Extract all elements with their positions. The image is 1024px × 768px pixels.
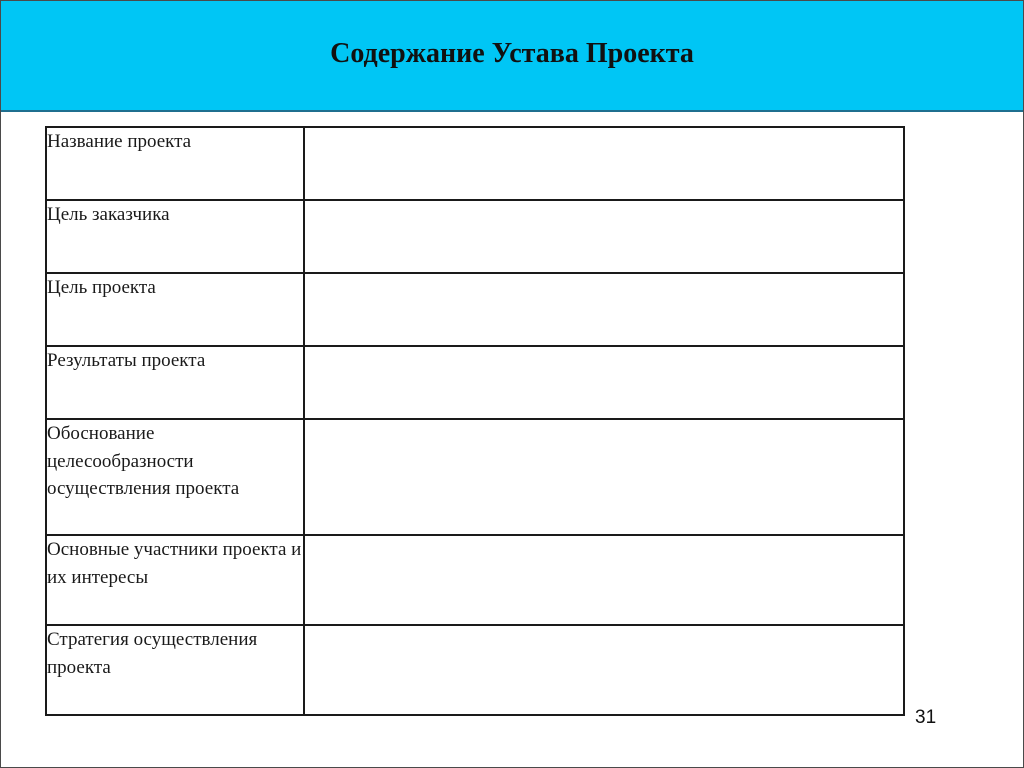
- row-label: Цель заказчика: [46, 200, 304, 273]
- table-row: [46, 200, 904, 273]
- row-label: Результаты проекта: [46, 346, 304, 419]
- table-row: [46, 535, 904, 625]
- row-value-cell[interactable]: [304, 535, 904, 625]
- row-value-cell[interactable]: [304, 200, 904, 273]
- table-row: [46, 127, 904, 200]
- project-charter-table: [45, 126, 905, 716]
- row-label: Основные участники проекта и их интересы: [46, 535, 304, 625]
- row-value-cell[interactable]: [304, 346, 904, 419]
- row-label: Обоснование целесообразности осуществления проекта: [46, 419, 304, 535]
- row-value-cell[interactable]: [304, 625, 904, 715]
- slide-header: [1, 1, 1023, 112]
- table-row: [46, 346, 904, 419]
- page-number: 31: [915, 707, 937, 728]
- row-label: Название проекта: [46, 127, 304, 200]
- row-value-cell[interactable]: [304, 127, 904, 200]
- row-label: Цель проекта: [46, 273, 304, 346]
- table-row: [46, 273, 904, 346]
- row-label: Стратегия осуществления проекта: [46, 625, 304, 715]
- row-value-cell[interactable]: [304, 419, 904, 535]
- slide-title: Содержание Устава Проекта: [330, 37, 694, 69]
- table-row: [46, 419, 904, 535]
- row-value-cell[interactable]: [304, 273, 904, 346]
- table-row: [46, 625, 904, 715]
